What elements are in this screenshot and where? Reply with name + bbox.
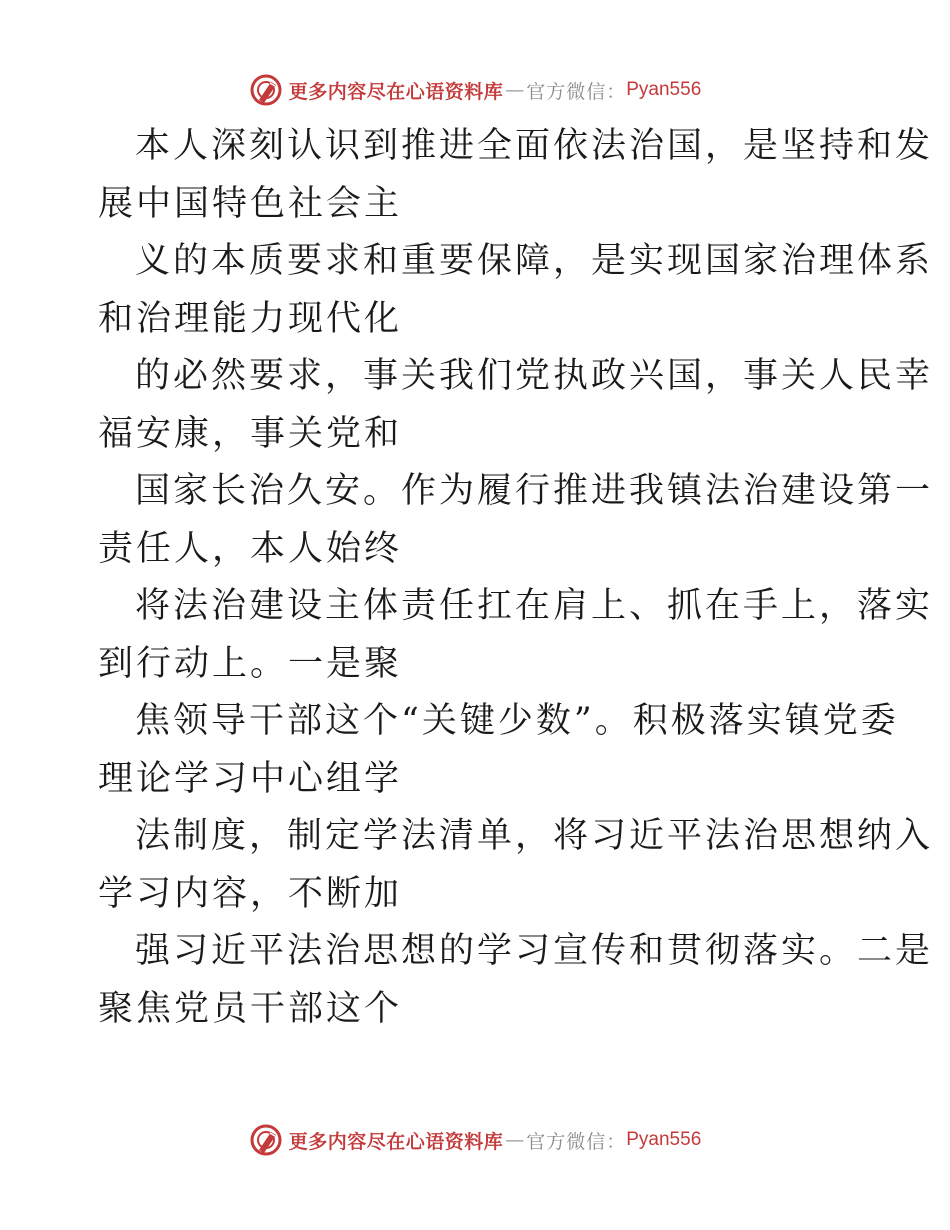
body-line: 将法治建设主体责任扛在肩上、抓在手上，落实 <box>135 586 934 626</box>
banner-dash: — <box>505 1129 525 1151</box>
banner-wechat-label: 官方微信： <box>526 1130 627 1153</box>
pen-nib-logo-icon <box>249 73 283 107</box>
body-line: 法制度，制定学法清单，将习近平法治思想纳入 <box>135 816 934 856</box>
document-body <box>98 118 934 1038</box>
banner-main-text: 更多内容尽在心语资料库 <box>288 80 504 103</box>
body-line: 本人深刻认识到推进全面依法治国，是坚持和发 <box>135 126 934 166</box>
body-line: 理论学习中心组学 <box>98 758 403 799</box>
body-line: 责任人，本人始终 <box>98 528 403 569</box>
body-line: 福安康，事关党和 <box>98 413 403 454</box>
body-line: 和治理能力现代化 <box>98 298 403 339</box>
body-line: 学习内容，不断加 <box>98 873 403 914</box>
body-line: 展中国特色社会主 <box>98 183 403 224</box>
banner-wechat-id: Pyan556 <box>626 1129 702 1150</box>
banner-dash: — <box>505 79 525 101</box>
banner-wechat-id: Pyan556 <box>626 79 702 100</box>
banner-wechat-label: 官方微信： <box>526 80 627 103</box>
body-line: 焦领导干部这个“关键少数”。积极落实镇党委 <box>135 701 899 741</box>
pen-nib-logo-icon <box>249 1123 283 1157</box>
body-line: 到行动上。一是聚 <box>98 643 403 684</box>
body-line: 聚焦党员干部这个 <box>98 988 403 1029</box>
body-line: 强习近平法治思想的学习宣传和贯彻落实。二是 <box>135 931 934 971</box>
banner-main-text: 更多内容尽在心语资料库 <box>288 1130 504 1153</box>
header-banner <box>0 70 950 110</box>
footer-banner <box>0 1120 950 1160</box>
body-line: 的必然要求，事关我们党执政兴国，事关人民幸 <box>135 356 934 396</box>
body-line: 义的本质要求和重要保障，是实现国家治理体系 <box>135 241 934 281</box>
body-line: 国家长治久安。作为履行推进我镇法治建设第一 <box>135 471 934 511</box>
